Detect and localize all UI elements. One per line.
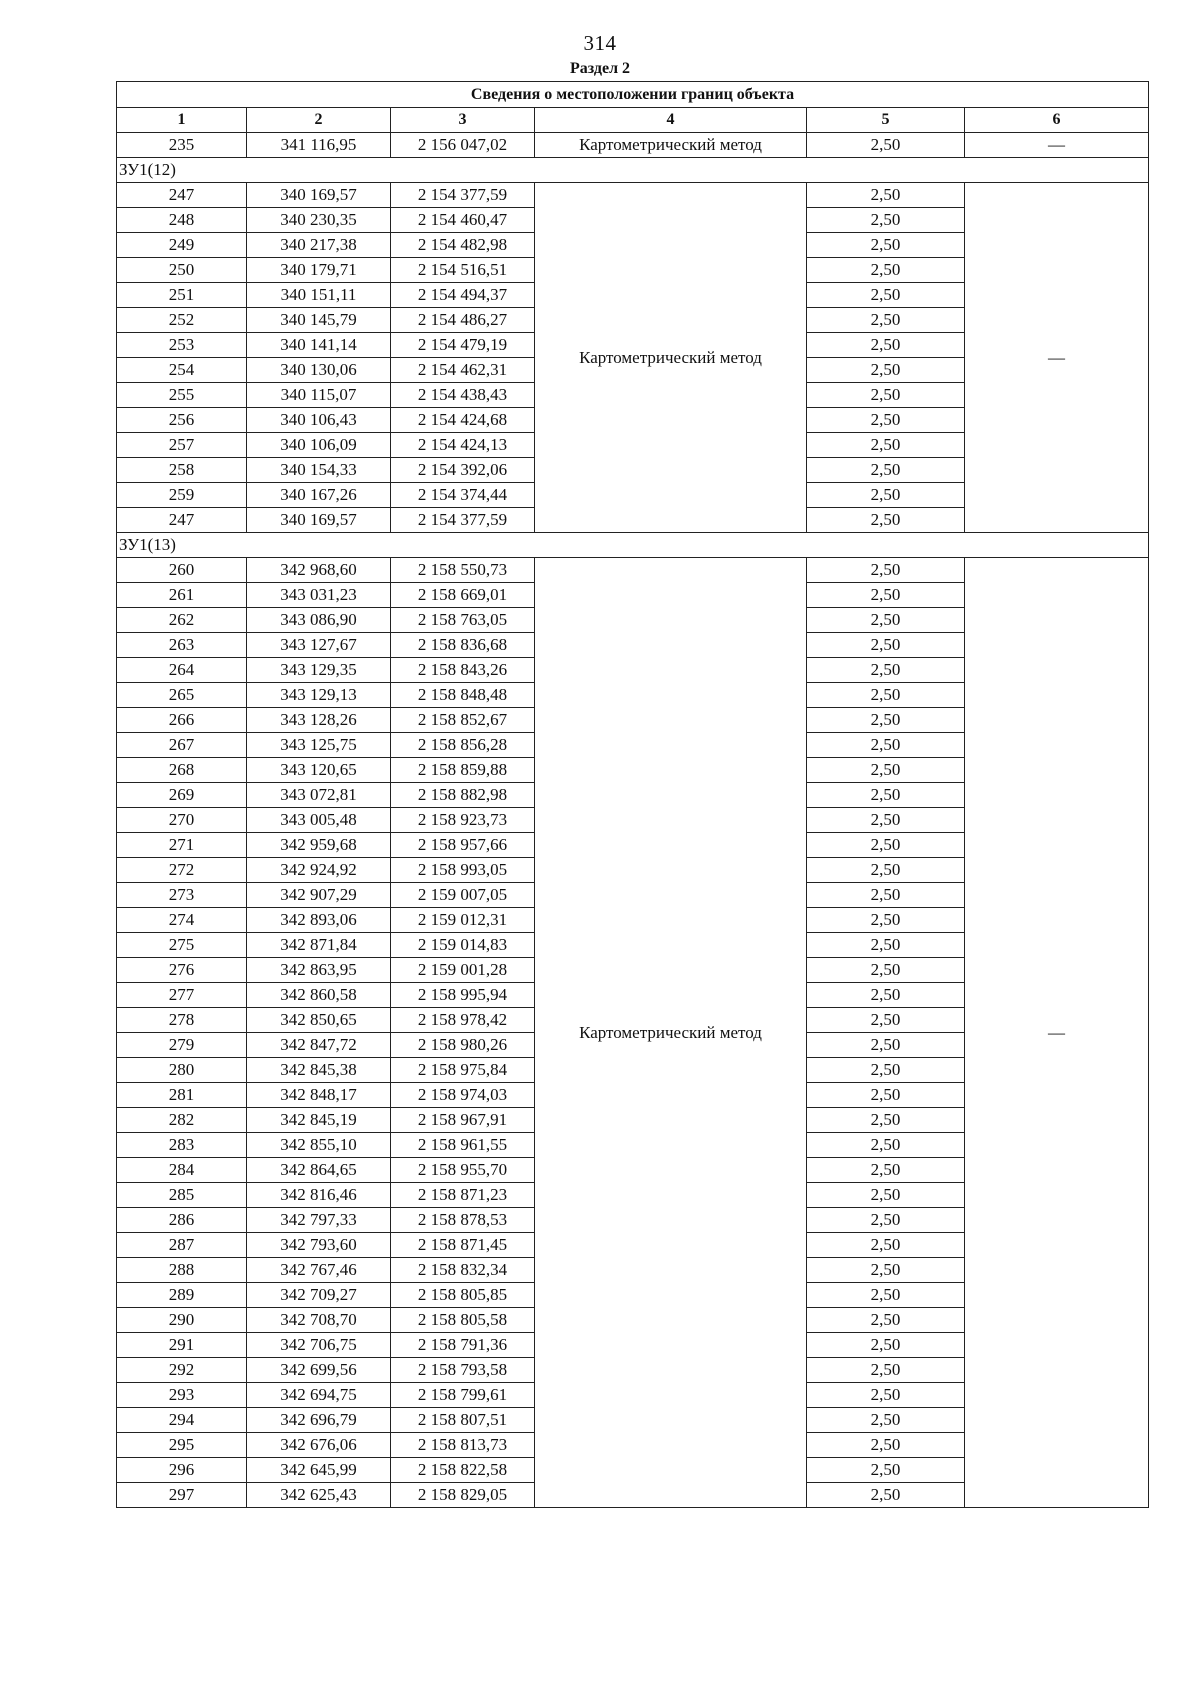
accuracy-value: 2,50 — [807, 1008, 965, 1033]
accuracy-value: 2,50 — [807, 1258, 965, 1283]
coord-y: 2 158 832,34 — [391, 1258, 535, 1283]
point-number: 288 — [117, 1258, 247, 1283]
accuracy-value: 2,50 — [807, 1033, 965, 1058]
coord-x: 340 106,09 — [247, 433, 391, 458]
coord-x: 342 847,72 — [247, 1033, 391, 1058]
accuracy-value: 2,50 — [807, 258, 965, 283]
coord-x: 342 699,56 — [247, 1358, 391, 1383]
point-number: 281 — [117, 1083, 247, 1108]
point-number: 278 — [117, 1008, 247, 1033]
point-number: 247 — [117, 508, 247, 533]
accuracy-value: 2,50 — [807, 358, 965, 383]
group-name: ЗУ1(13) — [117, 533, 1149, 558]
coord-x: 342 706,75 — [247, 1333, 391, 1358]
coord-x: 342 709,27 — [247, 1283, 391, 1308]
accuracy-value: 2,50 — [807, 333, 965, 358]
coord-y: 2 154 438,43 — [391, 383, 535, 408]
header-col-1: 1 — [117, 108, 247, 133]
coord-y: 2 154 460,47 — [391, 208, 535, 233]
coord-y: 2 158 669,01 — [391, 583, 535, 608]
accuracy-value: 2,50 — [807, 758, 965, 783]
coord-x: 342 845,38 — [247, 1058, 391, 1083]
point-number: 267 — [117, 733, 247, 758]
point-number: 277 — [117, 983, 247, 1008]
coord-x: 342 924,92 — [247, 858, 391, 883]
accuracy-value: 2,50 — [807, 1183, 965, 1208]
coord-y: 2 154 377,59 — [391, 508, 535, 533]
coord-x: 340 169,57 — [247, 183, 391, 208]
coord-y: 2 158 836,68 — [391, 633, 535, 658]
coord-x: 340 141,14 — [247, 333, 391, 358]
point-number: 293 — [117, 1383, 247, 1408]
coord-x: 342 850,65 — [247, 1008, 391, 1033]
accuracy-value: 2,50 — [807, 1133, 965, 1158]
accuracy-value: 2,50 — [807, 908, 965, 933]
point-number: 253 — [117, 333, 247, 358]
accuracy-value: 2,50 — [807, 1108, 965, 1133]
coord-y: 2 158 871,23 — [391, 1183, 535, 1208]
point-number: 276 — [117, 958, 247, 983]
point-number: 270 — [117, 808, 247, 833]
coord-y: 2 159 014,83 — [391, 933, 535, 958]
coord-y: 2 159 007,05 — [391, 883, 535, 908]
accuracy-value: 2,50 — [807, 983, 965, 1008]
coord-y: 2 158 848,48 — [391, 683, 535, 708]
coord-y: 2 158 550,73 — [391, 558, 535, 583]
accuracy-value: 2,50 — [807, 483, 965, 508]
coord-y: 2 158 822,58 — [391, 1458, 535, 1483]
coord-y: 2 159 012,31 — [391, 908, 535, 933]
table-title-row — [117, 82, 1149, 108]
coord-y: 2 154 494,37 — [391, 283, 535, 308]
coord-y: 2 154 462,31 — [391, 358, 535, 383]
point-number: 262 — [117, 608, 247, 633]
point-number: 261 — [117, 583, 247, 608]
coord-x: 342 893,06 — [247, 908, 391, 933]
point-number: 247 — [117, 183, 247, 208]
accuracy-value: 2,50 — [807, 1058, 965, 1083]
point-number: 291 — [117, 1333, 247, 1358]
accuracy-value: 2,50 — [807, 658, 965, 683]
coord-y: 2 154 486,27 — [391, 308, 535, 333]
coord-x: 340 167,26 — [247, 483, 391, 508]
coord-y: 2 158 856,28 — [391, 733, 535, 758]
accuracy-value: 2,50 — [807, 1233, 965, 1258]
accuracy-value: 2,50 — [807, 308, 965, 333]
method-cell: Картометрический метод — [535, 183, 807, 533]
coord-y: 2 158 843,26 — [391, 658, 535, 683]
point-number: 255 — [117, 383, 247, 408]
table-title: Сведения о местоположении границ объекта — [117, 82, 1149, 108]
point-number: 257 — [117, 433, 247, 458]
coord-x: 342 968,60 — [247, 558, 391, 583]
accuracy-value: 2,50 — [807, 733, 965, 758]
accuracy-value: 2,50 — [807, 133, 965, 158]
point-number: 273 — [117, 883, 247, 908]
coord-x: 340 230,35 — [247, 208, 391, 233]
coord-y: 2 158 967,91 — [391, 1108, 535, 1133]
accuracy-value: 2,50 — [807, 883, 965, 908]
method-cell: Картометрический метод — [535, 558, 807, 1508]
accuracy-value: 2,50 — [807, 808, 965, 833]
accuracy-value: 2,50 — [807, 708, 965, 733]
coord-y: 2 154 479,19 — [391, 333, 535, 358]
point-number: 279 — [117, 1033, 247, 1058]
point-number: 235 — [117, 133, 247, 158]
coord-x: 343 125,75 — [247, 733, 391, 758]
coord-x: 342 793,60 — [247, 1233, 391, 1258]
coord-x: 342 864,65 — [247, 1158, 391, 1183]
point-number: 274 — [117, 908, 247, 933]
header-col-3: 3 — [391, 108, 535, 133]
coord-y: 2 159 001,28 — [391, 958, 535, 983]
coord-y: 2 158 805,58 — [391, 1308, 535, 1333]
coord-y: 2 158 923,73 — [391, 808, 535, 833]
point-number: 250 — [117, 258, 247, 283]
point-number: 266 — [117, 708, 247, 733]
coord-x: 342 863,95 — [247, 958, 391, 983]
coord-y: 2 154 424,13 — [391, 433, 535, 458]
header-row — [117, 108, 1149, 133]
coord-x: 340 115,07 — [247, 383, 391, 408]
point-number: 248 — [117, 208, 247, 233]
coord-y: 2 154 482,98 — [391, 233, 535, 258]
coord-x: 343 005,48 — [247, 808, 391, 833]
col6-value: — — [965, 558, 1149, 1508]
boundary-table — [116, 81, 1149, 1508]
header-col-4: 4 — [535, 108, 807, 133]
group-name: ЗУ1(12) — [117, 158, 1149, 183]
coord-x: 340 145,79 — [247, 308, 391, 333]
accuracy-value: 2,50 — [807, 1083, 965, 1108]
coord-y: 2 158 957,66 — [391, 833, 535, 858]
table-row — [117, 558, 1149, 583]
point-number: 294 — [117, 1408, 247, 1433]
accuracy-value: 2,50 — [807, 1458, 965, 1483]
header-col-6: 6 — [965, 108, 1149, 133]
header-col-5: 5 — [807, 108, 965, 133]
coord-y: 2 154 516,51 — [391, 258, 535, 283]
coord-x: 340 179,71 — [247, 258, 391, 283]
point-number: 284 — [117, 1158, 247, 1183]
coord-x: 342 845,19 — [247, 1108, 391, 1133]
coord-x: 342 848,17 — [247, 1083, 391, 1108]
coord-y: 2 158 980,26 — [391, 1033, 535, 1058]
coord-x: 341 116,95 — [247, 133, 391, 158]
coord-y: 2 158 961,55 — [391, 1133, 535, 1158]
coord-x: 343 031,23 — [247, 583, 391, 608]
point-number: 296 — [117, 1458, 247, 1483]
coord-y: 2 158 793,58 — [391, 1358, 535, 1383]
coord-y: 2 158 993,05 — [391, 858, 535, 883]
point-number: 290 — [117, 1308, 247, 1333]
accuracy-value: 2,50 — [807, 933, 965, 958]
coord-y: 2 158 813,73 — [391, 1433, 535, 1458]
coord-y: 2 158 763,05 — [391, 608, 535, 633]
coord-y: 2 158 805,85 — [391, 1283, 535, 1308]
point-number: 269 — [117, 783, 247, 808]
coord-x: 342 855,10 — [247, 1133, 391, 1158]
coord-x: 342 767,46 — [247, 1258, 391, 1283]
page-number: 314 — [583, 31, 617, 55]
coord-x: 342 816,46 — [247, 1183, 391, 1208]
accuracy-value: 2,50 — [807, 1158, 965, 1183]
point-number: 295 — [117, 1433, 247, 1458]
accuracy-value: 2,50 — [807, 1408, 965, 1433]
coord-x: 342 907,29 — [247, 883, 391, 908]
accuracy-value: 2,50 — [807, 958, 965, 983]
accuracy-value: 2,50 — [807, 433, 965, 458]
point-number: 251 — [117, 283, 247, 308]
coord-y: 2 158 882,98 — [391, 783, 535, 808]
coord-x: 340 169,57 — [247, 508, 391, 533]
point-number: 283 — [117, 1133, 247, 1158]
accuracy-value: 2,50 — [807, 858, 965, 883]
accuracy-value: 2,50 — [807, 1333, 965, 1358]
header-col-2: 2 — [247, 108, 391, 133]
point-number: 297 — [117, 1483, 247, 1508]
coord-y: 2 158 791,36 — [391, 1333, 535, 1358]
coord-y: 2 158 859,88 — [391, 758, 535, 783]
accuracy-value: 2,50 — [807, 608, 965, 633]
coord-y: 2 158 878,53 — [391, 1208, 535, 1233]
accuracy-value: 2,50 — [807, 1308, 965, 1333]
accuracy-value: 2,50 — [807, 208, 965, 233]
accuracy-value: 2,50 — [807, 833, 965, 858]
coord-y: 2 154 377,59 — [391, 183, 535, 208]
point-number: 271 — [117, 833, 247, 858]
coord-y: 2 158 995,94 — [391, 983, 535, 1008]
accuracy-value: 2,50 — [807, 408, 965, 433]
table-row — [117, 133, 1149, 158]
point-number: 285 — [117, 1183, 247, 1208]
point-number: 265 — [117, 683, 247, 708]
coord-x: 342 708,70 — [247, 1308, 391, 1333]
point-number: 264 — [117, 658, 247, 683]
coord-y: 2 158 975,84 — [391, 1058, 535, 1083]
coord-x: 340 217,38 — [247, 233, 391, 258]
col6-value: — — [965, 183, 1149, 533]
coord-x: 343 128,26 — [247, 708, 391, 733]
coord-x: 342 871,84 — [247, 933, 391, 958]
coord-y: 2 158 829,05 — [391, 1483, 535, 1508]
coord-x: 343 129,35 — [247, 658, 391, 683]
coord-x: 340 106,43 — [247, 408, 391, 433]
point-number: 256 — [117, 408, 247, 433]
accuracy-value: 2,50 — [807, 1208, 965, 1233]
coord-y: 2 158 871,45 — [391, 1233, 535, 1258]
coord-x: 342 625,43 — [247, 1483, 391, 1508]
table-row — [117, 183, 1149, 208]
coord-x: 340 130,06 — [247, 358, 391, 383]
accuracy-value: 2,50 — [807, 283, 965, 308]
accuracy-value: 2,50 — [807, 783, 965, 808]
point-number: 287 — [117, 1233, 247, 1258]
coord-x: 342 694,75 — [247, 1383, 391, 1408]
coord-x: 342 860,58 — [247, 983, 391, 1008]
coord-x: 342 797,33 — [247, 1208, 391, 1233]
coord-x: 342 959,68 — [247, 833, 391, 858]
coord-y: 2 158 978,42 — [391, 1008, 535, 1033]
accuracy-value: 2,50 — [807, 233, 965, 258]
accuracy-value: 2,50 — [807, 558, 965, 583]
coord-x: 340 154,33 — [247, 458, 391, 483]
accuracy-value: 2,50 — [807, 1483, 965, 1508]
accuracy-value: 2,50 — [807, 508, 965, 533]
coord-x: 342 696,79 — [247, 1408, 391, 1433]
coord-x: 343 086,90 — [247, 608, 391, 633]
point-number: 259 — [117, 483, 247, 508]
table-body — [117, 133, 1149, 1508]
coord-x: 342 676,06 — [247, 1433, 391, 1458]
coord-y: 2 154 424,68 — [391, 408, 535, 433]
accuracy-value: 2,50 — [807, 683, 965, 708]
point-number: 260 — [117, 558, 247, 583]
accuracy-value: 2,50 — [807, 1383, 965, 1408]
coord-x: 343 129,13 — [247, 683, 391, 708]
accuracy-value: 2,50 — [807, 583, 965, 608]
coord-y: 2 158 955,70 — [391, 1158, 535, 1183]
section-title: Раздел 2 — [569, 60, 631, 77]
coord-y: 2 158 807,51 — [391, 1408, 535, 1433]
coord-y: 2 158 974,03 — [391, 1083, 535, 1108]
coord-y: 2 154 392,06 — [391, 458, 535, 483]
point-number: 263 — [117, 633, 247, 658]
accuracy-value: 2,50 — [807, 633, 965, 658]
coord-y: 2 158 852,67 — [391, 708, 535, 733]
accuracy-value: 2,50 — [807, 458, 965, 483]
point-number: 272 — [117, 858, 247, 883]
coord-x: 343 072,81 — [247, 783, 391, 808]
point-number: 249 — [117, 233, 247, 258]
coord-x: 340 151,11 — [247, 283, 391, 308]
accuracy-value: 2,50 — [807, 1283, 965, 1308]
point-number: 252 — [117, 308, 247, 333]
point-number: 289 — [117, 1283, 247, 1308]
point-number: 258 — [117, 458, 247, 483]
coord-y: 2 154 374,44 — [391, 483, 535, 508]
group-header-row — [117, 158, 1149, 183]
point-number: 254 — [117, 358, 247, 383]
col6-value: — — [965, 133, 1149, 158]
point-number: 280 — [117, 1058, 247, 1083]
point-number: 292 — [117, 1358, 247, 1383]
coord-y: 2 156 047,02 — [391, 133, 535, 158]
accuracy-value: 2,50 — [807, 1358, 965, 1383]
point-number: 286 — [117, 1208, 247, 1233]
point-number: 282 — [117, 1108, 247, 1133]
coord-x: 343 127,67 — [247, 633, 391, 658]
point-number: 275 — [117, 933, 247, 958]
coord-x: 342 645,99 — [247, 1458, 391, 1483]
coord-y: 2 158 799,61 — [391, 1383, 535, 1408]
accuracy-value: 2,50 — [807, 183, 965, 208]
group-header-row — [117, 533, 1149, 558]
method-cell: Картометрический метод — [535, 133, 807, 158]
accuracy-value: 2,50 — [807, 1433, 965, 1458]
accuracy-value: 2,50 — [807, 383, 965, 408]
point-number: 268 — [117, 758, 247, 783]
coord-x: 343 120,65 — [247, 758, 391, 783]
